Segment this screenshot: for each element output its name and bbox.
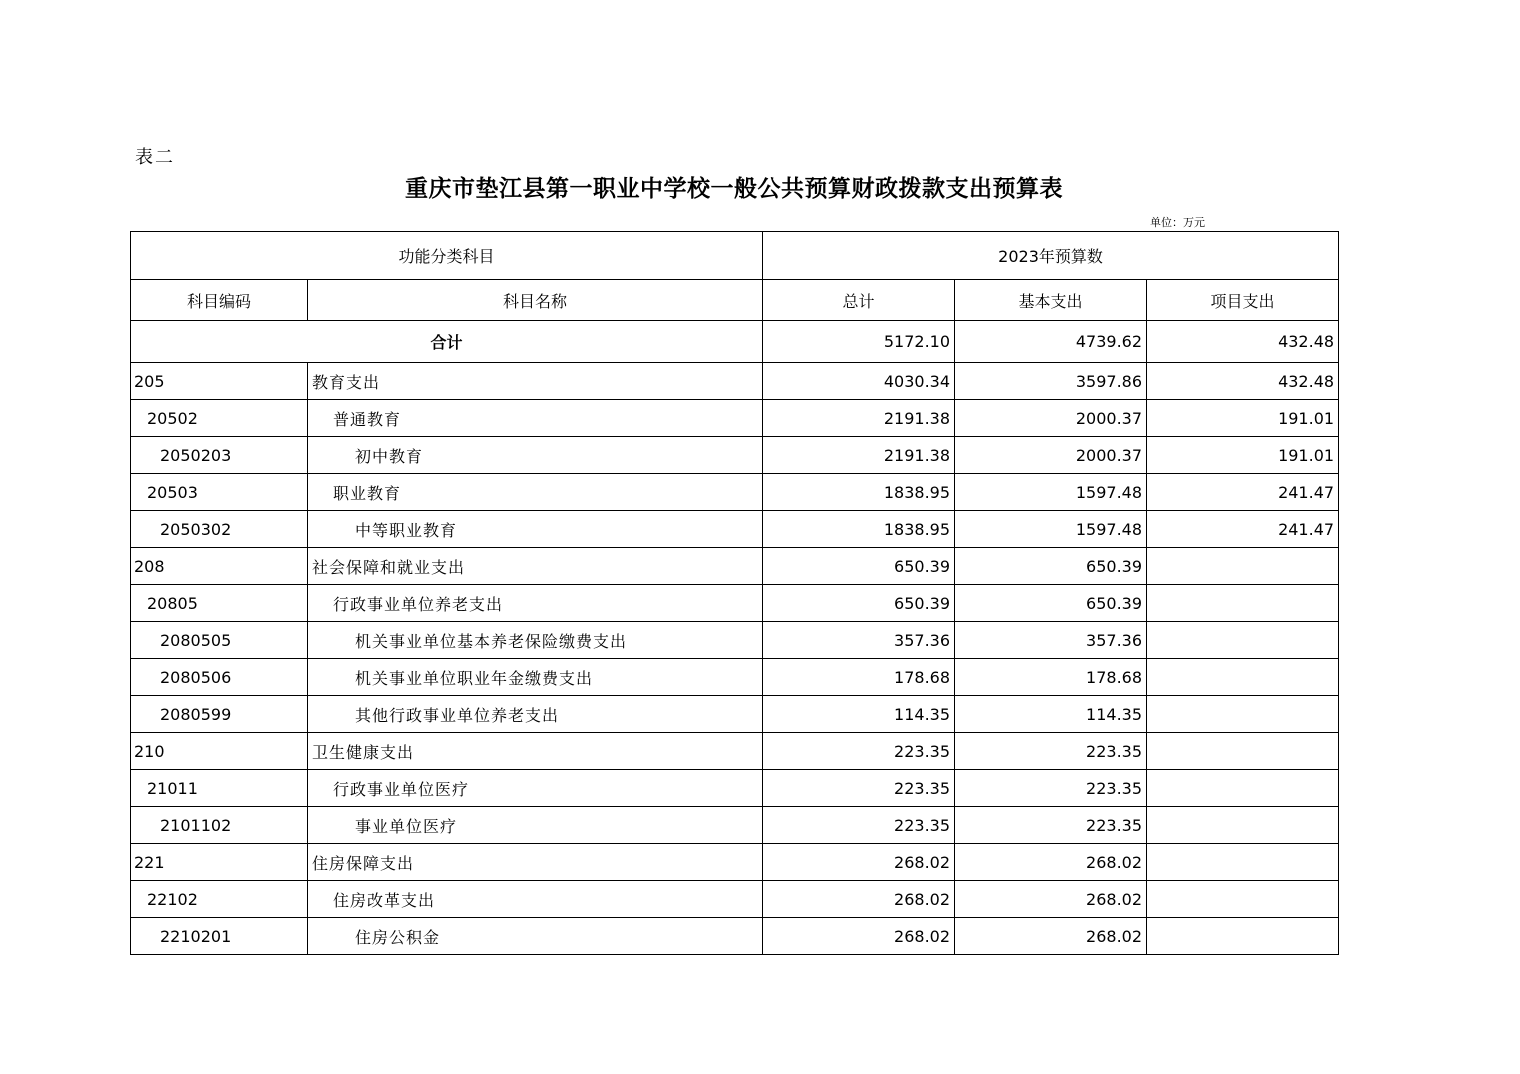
- total-cell: 268.02: [763, 918, 955, 955]
- name-cell: 机关事业单位职业年金缴费支出: [308, 659, 763, 696]
- unit-note: 单位：万元: [1150, 216, 1205, 229]
- project-cell: [1147, 696, 1339, 733]
- basic-column-header: 基本支出: [955, 280, 1147, 321]
- basic-cell: 650.39: [955, 548, 1147, 585]
- total-cell: 114.35: [763, 696, 955, 733]
- code-cell: 210: [131, 733, 308, 770]
- table-row: [131, 400, 1339, 437]
- project-cell: [1147, 918, 1339, 955]
- table-label: 表二: [135, 147, 175, 168]
- table-row: [131, 511, 1339, 548]
- basic-cell: 3597.86: [955, 363, 1147, 400]
- code-cell: 20805: [131, 585, 308, 622]
- name-cell: 其他行政事业单位养老支出: [308, 696, 763, 733]
- total-sum-cell: 5172.10: [763, 321, 955, 363]
- total-cell: 178.68: [763, 659, 955, 696]
- basic-cell: 114.35: [955, 696, 1147, 733]
- project-cell: [1147, 770, 1339, 807]
- name-cell: 中等职业教育: [308, 511, 763, 548]
- basic-cell: 268.02: [955, 844, 1147, 881]
- name-cell: 行政事业单位养老支出: [308, 585, 763, 622]
- table-row: [131, 918, 1339, 955]
- total-column-header: 总计: [763, 280, 955, 321]
- name-cell: 行政事业单位医疗: [308, 770, 763, 807]
- total-basic-cell: 4739.62: [955, 321, 1147, 363]
- project-cell: [1147, 659, 1339, 696]
- table-row: [131, 659, 1339, 696]
- project-cell: 432.48: [1147, 363, 1339, 400]
- total-cell: 1838.95: [763, 511, 955, 548]
- project-cell: [1147, 844, 1339, 881]
- budget-table: [130, 231, 1339, 955]
- project-cell: 241.47: [1147, 474, 1339, 511]
- total-cell: 223.35: [763, 733, 955, 770]
- table-row: [131, 548, 1339, 585]
- code-cell: 2080599: [131, 696, 308, 733]
- name-cell: 住房公积金: [308, 918, 763, 955]
- total-project-cell: 432.48: [1147, 321, 1339, 363]
- function-class-header: 功能分类科目: [131, 232, 763, 280]
- total-cell: 4030.34: [763, 363, 955, 400]
- total-cell: 2191.38: [763, 400, 955, 437]
- project-cell: [1147, 807, 1339, 844]
- total-label: 合计: [131, 321, 763, 363]
- code-cell: 2050203: [131, 437, 308, 474]
- project-cell: [1147, 881, 1339, 918]
- name-cell: 教育支出: [308, 363, 763, 400]
- table-row: [131, 881, 1339, 918]
- basic-cell: 2000.37: [955, 437, 1147, 474]
- project-cell: 241.47: [1147, 511, 1339, 548]
- table-row: [131, 622, 1339, 659]
- code-cell: 221: [131, 844, 308, 881]
- basic-cell: 223.35: [955, 770, 1147, 807]
- name-cell: 社会保障和就业支出: [308, 548, 763, 585]
- total-cell: 223.35: [763, 770, 955, 807]
- basic-cell: 2000.37: [955, 400, 1147, 437]
- code-column-header: 科目编码: [131, 280, 308, 321]
- code-cell: 2080506: [131, 659, 308, 696]
- code-cell: 2050302: [131, 511, 308, 548]
- code-cell: 2210201: [131, 918, 308, 955]
- code-cell: 21011: [131, 770, 308, 807]
- basic-cell: 268.02: [955, 918, 1147, 955]
- name-cell: 职业教育: [308, 474, 763, 511]
- name-cell: 普通教育: [308, 400, 763, 437]
- total-cell: 223.35: [763, 807, 955, 844]
- table-row: [131, 844, 1339, 881]
- code-cell: 205: [131, 363, 308, 400]
- project-cell: [1147, 548, 1339, 585]
- name-column-header: 科目名称: [308, 280, 763, 321]
- project-cell: 191.01: [1147, 437, 1339, 474]
- basic-cell: 268.02: [955, 881, 1147, 918]
- code-cell: 20503: [131, 474, 308, 511]
- project-cell: 191.01: [1147, 400, 1339, 437]
- project-cell: [1147, 622, 1339, 659]
- code-cell: 2080505: [131, 622, 308, 659]
- name-cell: 机关事业单位基本养老保险缴费支出: [308, 622, 763, 659]
- table-row: [131, 770, 1339, 807]
- name-cell: 住房保障支出: [308, 844, 763, 881]
- total-cell: 2191.38: [763, 437, 955, 474]
- total-cell: 1838.95: [763, 474, 955, 511]
- code-cell: 20502: [131, 400, 308, 437]
- total-cell: 650.39: [763, 548, 955, 585]
- name-cell: 初中教育: [308, 437, 763, 474]
- code-cell: 2101102: [131, 807, 308, 844]
- basic-cell: 178.68: [955, 659, 1147, 696]
- total-cell: 268.02: [763, 844, 955, 881]
- table-row: [131, 474, 1339, 511]
- budget-2023-header: 2023年预算数: [763, 232, 1339, 280]
- basic-cell: 1597.48: [955, 474, 1147, 511]
- basic-cell: 650.39: [955, 585, 1147, 622]
- project-cell: [1147, 733, 1339, 770]
- basic-cell: 357.36: [955, 622, 1147, 659]
- table-row: [131, 363, 1339, 400]
- table-row: [131, 807, 1339, 844]
- code-cell: 208: [131, 548, 308, 585]
- basic-cell: 1597.48: [955, 511, 1147, 548]
- group-header-row: [131, 232, 1339, 280]
- project-column-header: 项目支出: [1147, 280, 1339, 321]
- table-row: [131, 437, 1339, 474]
- project-cell: [1147, 585, 1339, 622]
- total-cell: 357.36: [763, 622, 955, 659]
- total-row: [131, 321, 1339, 363]
- name-cell: 事业单位医疗: [308, 807, 763, 844]
- total-cell: 650.39: [763, 585, 955, 622]
- name-cell: 卫生健康支出: [308, 733, 763, 770]
- column-header-row: [131, 280, 1339, 321]
- total-cell: 268.02: [763, 881, 955, 918]
- name-cell: 住房改革支出: [308, 881, 763, 918]
- table-row: [131, 733, 1339, 770]
- table-row: [131, 696, 1339, 733]
- basic-cell: 223.35: [955, 807, 1147, 844]
- table-row: [131, 585, 1339, 622]
- basic-cell: 223.35: [955, 733, 1147, 770]
- document-title: 重庆市垫江县第一职业中学校一般公共预算财政拨款支出预算表: [405, 175, 1063, 202]
- code-cell: 22102: [131, 881, 308, 918]
